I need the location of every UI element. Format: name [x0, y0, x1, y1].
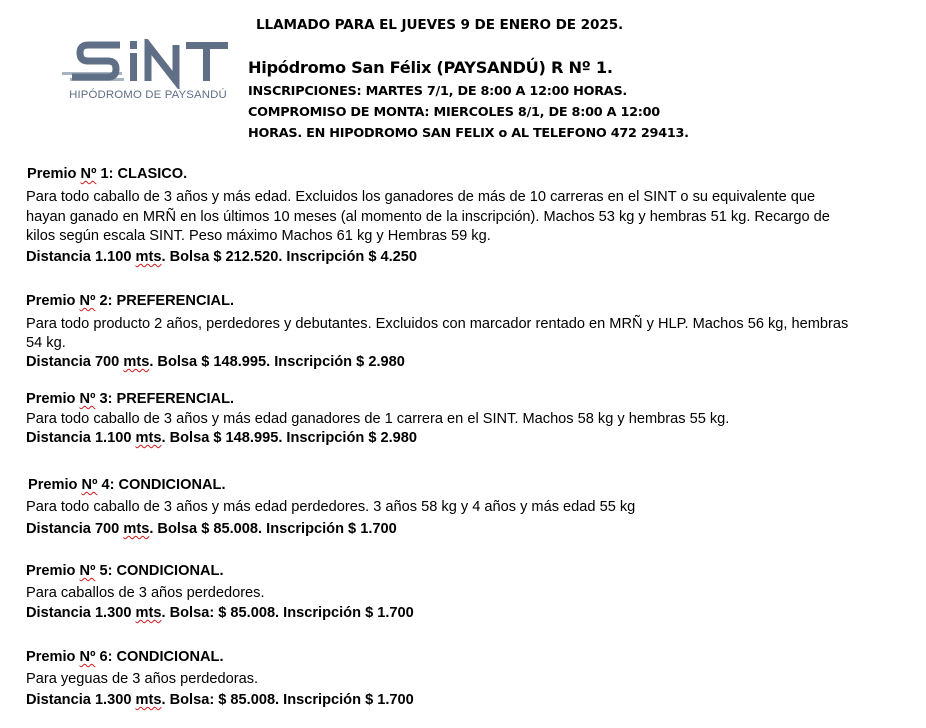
distance-rest: . Bolsa: $ 85.008. Inscripción $ 1.700 [161, 605, 414, 621]
premio-1-description [26, 188, 926, 247]
premio-2-title [26, 293, 234, 309]
premio-title-prefix: Premio [27, 166, 81, 182]
premio-number-mark: Nº [79, 293, 96, 309]
premio-number-mark: Nº [79, 649, 96, 665]
info-line-3: HORAS. EN HIPODROMO SAN FELIX o AL TELEFONO 472 29413. [248, 126, 689, 141]
premio-title-rest: 2: PREFERENCIAL. [95, 293, 235, 309]
distance-rest: . Bolsa $ 212.520. Inscripción $ 4.250 [161, 249, 418, 265]
description-line: Para todo producto 2 años, perdedores y debutantes. Excluidos con marcador rentado en MRÑ y HLP. Machos 56 kg, hembras [26, 316, 849, 332]
hippodrome-title: Hipódromo San Félix (PAYSANDÚ) R Nº 1. [248, 58, 613, 77]
distance-unit: mts [123, 354, 150, 370]
premio-title-prefix: Premio [26, 649, 80, 665]
premio-number-mark: Nº [80, 166, 97, 182]
distance-unit: mts [135, 692, 162, 708]
description-line: Para yeguas de 3 años perdedoras. [26, 671, 259, 687]
distance-prefix: Distancia 1.100 [26, 430, 136, 446]
premio-title-rest: 4: CONDICIONAL. [97, 477, 226, 493]
premio-number-mark: Nº [81, 477, 98, 493]
premio-1-distance [26, 249, 417, 265]
premio-5-title [26, 563, 224, 579]
description-line: Para todo caballo de 3 años y más edad ganadores de 1 carrera en el SINT. Machos 58 kg y hembras 55 kg. [26, 411, 730, 427]
distance-unit: mts [135, 249, 162, 265]
premio-number-mark: Nº [79, 563, 96, 579]
distance-rest: . Bolsa: $ 85.008. Inscripción $ 1.700 [161, 692, 414, 708]
info-line-2: COMPROMISO DE MONTA: MIERCOLES 8/1, DE 8:00 A 12:00 [248, 105, 660, 120]
distance-rest: . Bolsa $ 85.008. Inscripción $ 1.700 [149, 521, 397, 537]
premio-title-rest: 5: CONDICIONAL. [95, 563, 224, 579]
premio-title-prefix: Premio [26, 563, 80, 579]
premio-title-prefix: Premio [26, 293, 80, 309]
distance-prefix: Distancia 700 [26, 521, 124, 537]
premio-4-title [28, 477, 226, 493]
premio-title-rest: 1: CLASICO. [96, 166, 188, 182]
logo-subtitle: HIPÓDROMO DE PAYSANDÚ [69, 89, 227, 101]
distance-unit: mts [123, 521, 150, 537]
description-line: hayan ganado en MRÑ en los últimos 10 meses (al momento de la inscripción). Machos 53 kg y hembras 51 kg. Recargo de [26, 208, 830, 225]
sint-logo-mark [62, 39, 234, 89]
premio-5-distance [26, 605, 414, 621]
info-line-1: INSCRIPCIONES: MARTES 7/1, DE 8:00 A 12:00 HORAS. [248, 84, 628, 99]
sint-logo [62, 39, 234, 109]
premio-1-title [27, 166, 187, 182]
distance-prefix: Distancia 1.300 [26, 605, 136, 621]
description-line: Para todo caballo de 3 años y más edad. Excluidos los ganadores de más de 10 carreras en el SINT o su equivalente que [26, 189, 816, 205]
premio-4-distance [26, 521, 397, 537]
distance-prefix: Distancia 1.100 [26, 249, 136, 265]
description-line: 54 kg. [26, 334, 66, 351]
distance-unit: mts [135, 430, 162, 446]
premio-6-distance [26, 692, 414, 708]
premio-3-distance [26, 430, 417, 446]
premio-3-description [26, 410, 926, 430]
premio-6-title [26, 649, 224, 665]
description-line: kilos según escala SINT. Peso máximo Machos 61 kg y Hembras 59 kg. [26, 228, 491, 244]
premio-2-description [26, 315, 926, 353]
premio-number-mark: Nº [79, 391, 96, 407]
premio-title-rest: 3: PREFERENCIAL. [95, 391, 235, 407]
distance-prefix: Distancia 1.300 [26, 692, 136, 708]
premio-3-title [26, 391, 234, 407]
premio-6-description [26, 670, 926, 690]
premio-4-description [26, 498, 926, 518]
distance-prefix: Distancia 700 [26, 354, 124, 370]
distance-rest: . Bolsa $ 148.995. Inscripción $ 2.980 [149, 354, 405, 370]
description-line: Para todo caballo de 3 años y más edad perdedores. 3 años 58 kg y 4 años y más edad 55 kg [26, 499, 636, 515]
premio-5-description [26, 584, 926, 604]
premio-title-prefix: Premio [26, 391, 80, 407]
distance-rest: . Bolsa $ 148.995. Inscripción $ 2.980 [161, 430, 418, 446]
description-line: Para caballos de 3 años perdedores. [26, 585, 265, 601]
premio-title-rest: 6: CONDICIONAL. [95, 649, 224, 665]
premio-2-distance [26, 354, 405, 370]
call-title: LLAMADO PARA EL JUEVES 9 DE ENERO DE 2025. [256, 17, 624, 33]
distance-unit: mts [135, 605, 162, 621]
premio-title-prefix: Premio [28, 477, 82, 493]
